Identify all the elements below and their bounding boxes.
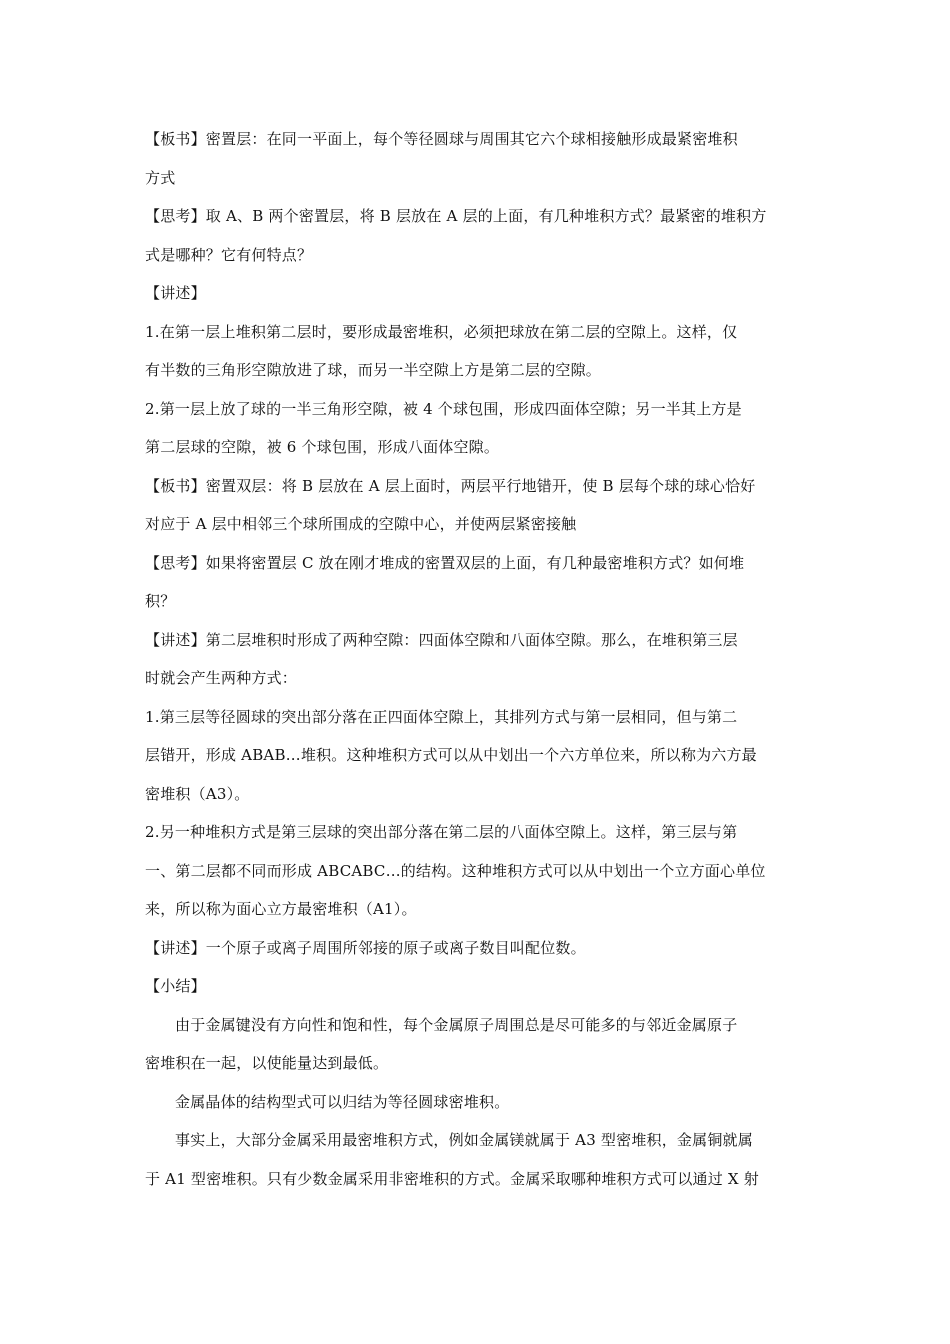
text-line: 有半数的三角形空隙放进了球，而另一半空隙上方是第二层的空隙。 <box>145 361 602 379</box>
text-line: 式是哪种？它有何特点？ <box>145 245 313 264</box>
text-line: 一、第二层都不同而形成 ABCABC…的结构。这种堆积方式可以从中划出一个立方面心单位 <box>145 861 766 880</box>
text-line: 【板书】密置双层：将 B 层放在 A 层上面时，两层平行地错开，使 B 层每个球的球心恰好 <box>145 476 756 495</box>
text-line: 方式 <box>145 168 176 187</box>
text-line: 积？ <box>145 592 176 610</box>
text-line: 【板书】密置层：在同一平面上，每个等径圆球与周围其它六个球相接触形成最紧密堆积 <box>145 130 738 148</box>
text-line: 密堆积在一起，以使能量达到最低。 <box>145 1054 389 1072</box>
text-line: 于 A1 型密堆积。只有少数金属采用非密堆积的方式。金属采取哪种堆积方式可以通过 X 射 <box>145 1169 759 1188</box>
text-line: 时就会产生两种方式： <box>145 669 298 687</box>
text-line: 【讲述】一个原子或离子周围所邻接的原子或离子数目叫配位数。 <box>145 938 586 957</box>
text-line: 事实上，大部分金属采用最密堆积方式，例如金属镁就属于 A3 型密堆积，金属铜就属 <box>175 1131 753 1149</box>
text-line: 【讲述】 <box>145 284 206 302</box>
text-line: 层错开，形成 ABAB…堆积。这种堆积方式可以从中划出一个六方单位来，所以称为六方最 <box>145 746 757 764</box>
text-line: 【讲述】第二层堆积时形成了两种空隙：四面体空隙和八面体空隙。那么，在堆积第三层 <box>145 630 738 649</box>
text-line: 2.第一层上放了球的一半三角形空隙，被 4 个球包围，形成四面体空隙；另一半其上方是 <box>145 399 742 418</box>
text-line: 第二层球的空隙，被 6 个球包围，形成八面体空隙。 <box>145 438 500 456</box>
document-body <box>145 120 805 1198</box>
text-line: 由于金属键没有方向性和饱和性，每个金属原子周围总是尽可能多的与邻近金属原子 <box>175 1015 738 1034</box>
text-line: 1.第三层等径圆球的突出部分落在正四面体空隙上，其排列方式与第一层相同，但与第二 <box>145 707 738 726</box>
text-line: 【思考】如果将密置层 C 放在刚才堆成的密置双层的上面，有几种最密堆积方式？如何堆 <box>145 553 745 572</box>
text-line: 【思考】取 A、B 两个密置层，将 B 层放在 A 层的上面，有几种堆积方式？最紧密的堆积方 <box>145 207 767 225</box>
text-line: 2.另一种堆积方式是第三层球的突出部分落在第二层的八面体空隙上。这样，第三层与第 <box>145 823 738 841</box>
text-line: 密堆积（A3）。 <box>145 784 250 803</box>
text-line: 对应于 A 层中相邻三个球所围成的空隙中心，并使两层紧密接触 <box>145 515 577 533</box>
text-line: 【小结】 <box>145 977 206 995</box>
text-line: 金属晶体的结构型式可以归结为等径圆球密堆积。 <box>175 1092 510 1111</box>
text-line: 1.在第一层上堆积第二层时，要形成最密堆积，必须把球放在第二层的空隙上。这样，仅 <box>145 322 738 341</box>
text-line: 来，所以称为面心立方最密堆积（A1）。 <box>145 900 417 918</box>
